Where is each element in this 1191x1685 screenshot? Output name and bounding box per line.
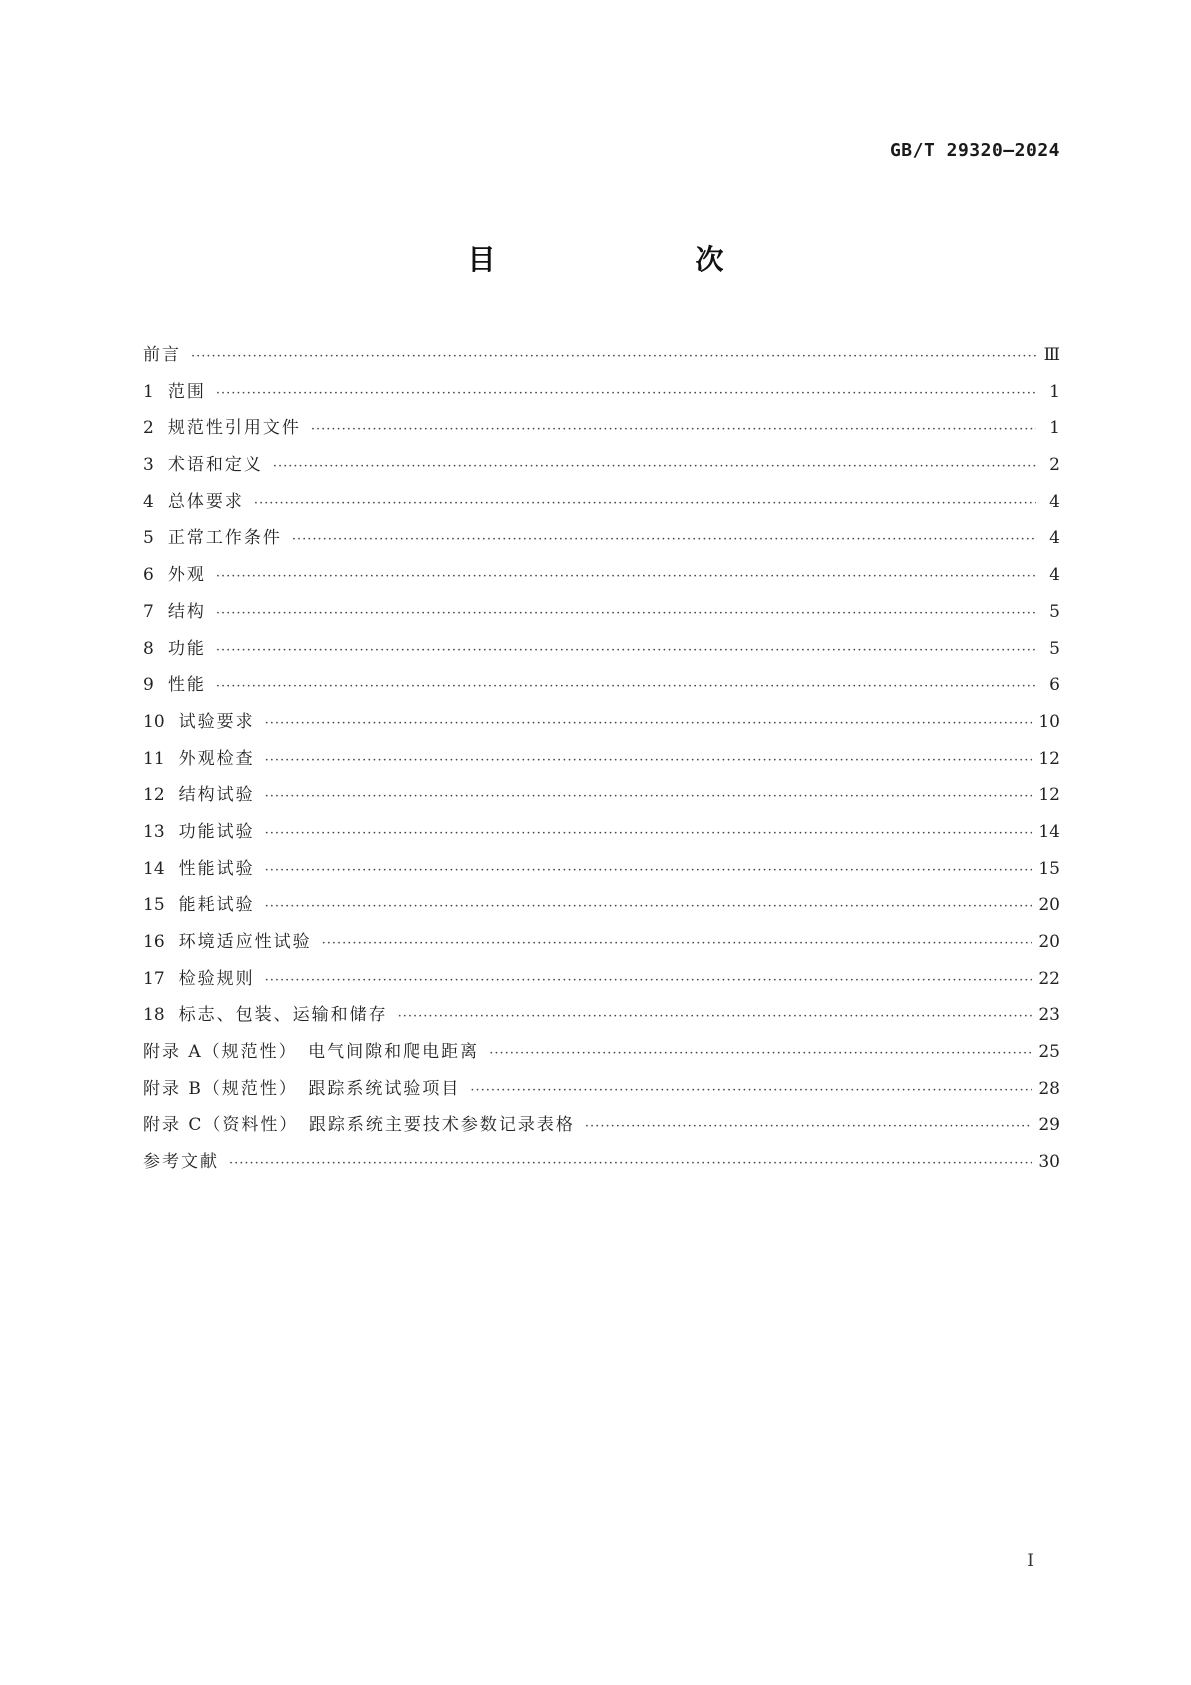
toc-entry-number: 3 (143, 455, 154, 476)
toc-entry-foreword[interactable] (143, 340, 1060, 377)
toc-leader-dots (265, 863, 1033, 878)
toc-entry-title: 检验规则 (178, 968, 255, 989)
toc-entry-page: 6 (1049, 675, 1060, 696)
toc-leader-dots (585, 1119, 1032, 1134)
toc-entry-page: 22 (1038, 968, 1060, 989)
toc-entry-5[interactable] (143, 523, 1060, 560)
toc-entry-12[interactable] (143, 780, 1060, 817)
page-title: 目 次 (467, 243, 772, 276)
toc-leader-dots (216, 679, 1036, 694)
toc-entry-11[interactable] (143, 744, 1060, 781)
toc-entry-number: 4 (143, 491, 154, 512)
toc-entry-page: 4 (1049, 491, 1060, 512)
toc-entry-page: 20 (1038, 932, 1060, 952)
toc-entry-page: 29 (1038, 1115, 1060, 1136)
toc-leader-dots (216, 386, 1036, 401)
toc-entry-references[interactable] (143, 1147, 1060, 1184)
toc-leader-dots (265, 973, 1033, 988)
toc-entry-18[interactable] (143, 1000, 1060, 1037)
toc-entry-6[interactable] (143, 560, 1060, 597)
toc-entry-title: 能耗试验 (178, 895, 255, 916)
toc-entry-page: 10 (1038, 711, 1060, 732)
toc-entry-appendix-c[interactable] (143, 1110, 1060, 1147)
toc-entry-13[interactable] (143, 817, 1060, 854)
toc-entry-number: 2 (143, 418, 154, 439)
toc-entry-page: 2 (1049, 455, 1060, 476)
toc-entry-page: 5 (1049, 601, 1060, 622)
toc-entry-number: 18 (143, 1005, 165, 1026)
toc-leader-dots (191, 349, 1036, 364)
toc-entry-1[interactable] (143, 377, 1060, 414)
toc-entry-page: 12 (1038, 785, 1060, 806)
toc-entry-3[interactable] (143, 450, 1060, 487)
toc-entry-number: 12 (143, 785, 165, 806)
toc-leader-dots (273, 459, 1036, 474)
toc-entry-title: 总体要求 (167, 491, 244, 512)
toc-leader-dots (292, 532, 1036, 547)
toc-leader-dots (265, 716, 1033, 731)
standard-code: GB/T 29320—2024 (889, 140, 1060, 161)
toc-entry-title: 性能 (167, 675, 206, 696)
toc-entry-8[interactable] (143, 634, 1060, 671)
toc-entry-page: 4 (1049, 528, 1060, 549)
toc-entry-14[interactable] (143, 854, 1060, 891)
toc-entry-2[interactable] (143, 413, 1060, 450)
toc-leader-dots (265, 789, 1033, 804)
toc-entry-4[interactable] (143, 487, 1060, 524)
toc-entry-title: 规范性引用文件 (167, 418, 301, 439)
toc-entry-title: 正常工作条件 (167, 528, 282, 549)
toc-entry-title: 参考文献 (143, 1152, 219, 1173)
toc-entry-title: 附录 A（规范性） 电气间隙和爬电距离 (143, 1042, 480, 1063)
toc-entry-title: 性能试验 (178, 858, 255, 879)
toc-entry-number: 15 (143, 895, 165, 916)
toc-entry-page: 30 (1038, 1152, 1060, 1173)
toc-entry-page: 14 (1038, 821, 1060, 842)
toc-entry-title: 试验要求 (178, 711, 255, 732)
toc-entry-number: 6 (143, 565, 154, 586)
toc-entry-number: 7 (143, 601, 154, 622)
toc-entry-7[interactable] (143, 597, 1060, 634)
toc-entry-appendix-a[interactable] (143, 1037, 1060, 1074)
toc-leader-dots (265, 826, 1033, 841)
toc-entry-page: 20 (1038, 895, 1060, 916)
toc-leader-dots (229, 1156, 1032, 1171)
toc-leader-dots (470, 1083, 1032, 1098)
toc-entry-page: 25 (1038, 1042, 1060, 1063)
toc-entry-number: 17 (143, 968, 165, 989)
toc-leader-dots (265, 899, 1033, 914)
toc-leader-dots (322, 936, 1033, 951)
toc-entry-16[interactable] (143, 927, 1060, 964)
toc-leader-dots (216, 569, 1036, 584)
toc-entry-number: 1 (143, 381, 154, 402)
toc-entry-title: 术语和定义 (167, 455, 263, 476)
toc-entry-title: 外观 (167, 565, 206, 586)
toc-entry-title: 范围 (167, 381, 206, 402)
toc-entry-page: 1 (1049, 418, 1060, 439)
toc-entry-number: 13 (143, 821, 165, 842)
toc-entry-17[interactable] (143, 964, 1060, 1001)
toc-leader-dots (265, 753, 1033, 768)
toc-entry-title: 外观检查 (178, 748, 255, 769)
toc-leader-dots (216, 606, 1036, 621)
toc-leader-dots (398, 1009, 1033, 1024)
toc-entry-number: 9 (143, 675, 154, 696)
toc-entry-15[interactable] (143, 890, 1060, 927)
toc-entry-title: 结构 (167, 601, 206, 622)
toc-entry-title: 环境适应性试验 (178, 932, 312, 952)
toc-entry-number: 8 (143, 638, 154, 659)
toc-entry-page: 15 (1038, 858, 1060, 879)
toc-entry-title: 结构试验 (178, 785, 255, 806)
toc-leader-dots (254, 496, 1036, 511)
toc-leader-dots (216, 643, 1036, 658)
toc-entry-title: 附录 C（资料性） 跟踪系统主要技术参数记录表格 (143, 1115, 575, 1136)
toc-entry-title: 附录 B（规范性） 跟踪系统试验项目 (143, 1078, 461, 1099)
toc-entry-page: 1 (1049, 381, 1060, 402)
toc-entry-9[interactable] (143, 670, 1060, 707)
toc-entry-title: 功能 (167, 638, 206, 659)
toc-entry-number: 16 (143, 932, 165, 952)
toc-entry-page: 28 (1038, 1078, 1060, 1099)
toc-entry-number: 10 (143, 711, 165, 732)
toc-entry-page: 23 (1038, 1005, 1060, 1026)
toc-entry-page: Ⅲ (1043, 345, 1060, 365)
page-number: Ⅰ (1027, 1551, 1034, 1571)
toc-entry-page: 4 (1049, 565, 1060, 586)
toc-entry-title: 前言 (143, 345, 181, 365)
toc-entry-title: 标志、包装、运输和储存 (178, 1005, 388, 1026)
toc-entry-number: 5 (143, 528, 154, 549)
toc-entry-number: 11 (143, 748, 165, 769)
toc-entry-number: 14 (143, 858, 165, 879)
toc-entry-page: 5 (1049, 638, 1060, 659)
toc-leader-dots (311, 422, 1036, 437)
toc-entry-title: 功能试验 (178, 821, 255, 842)
toc-entry-page: 12 (1038, 748, 1060, 769)
toc-entry-10[interactable] (143, 707, 1060, 744)
toc-entry-appendix-b[interactable] (143, 1074, 1060, 1111)
toc-leader-dots (489, 1046, 1032, 1061)
table-of-contents (143, 340, 1060, 1184)
